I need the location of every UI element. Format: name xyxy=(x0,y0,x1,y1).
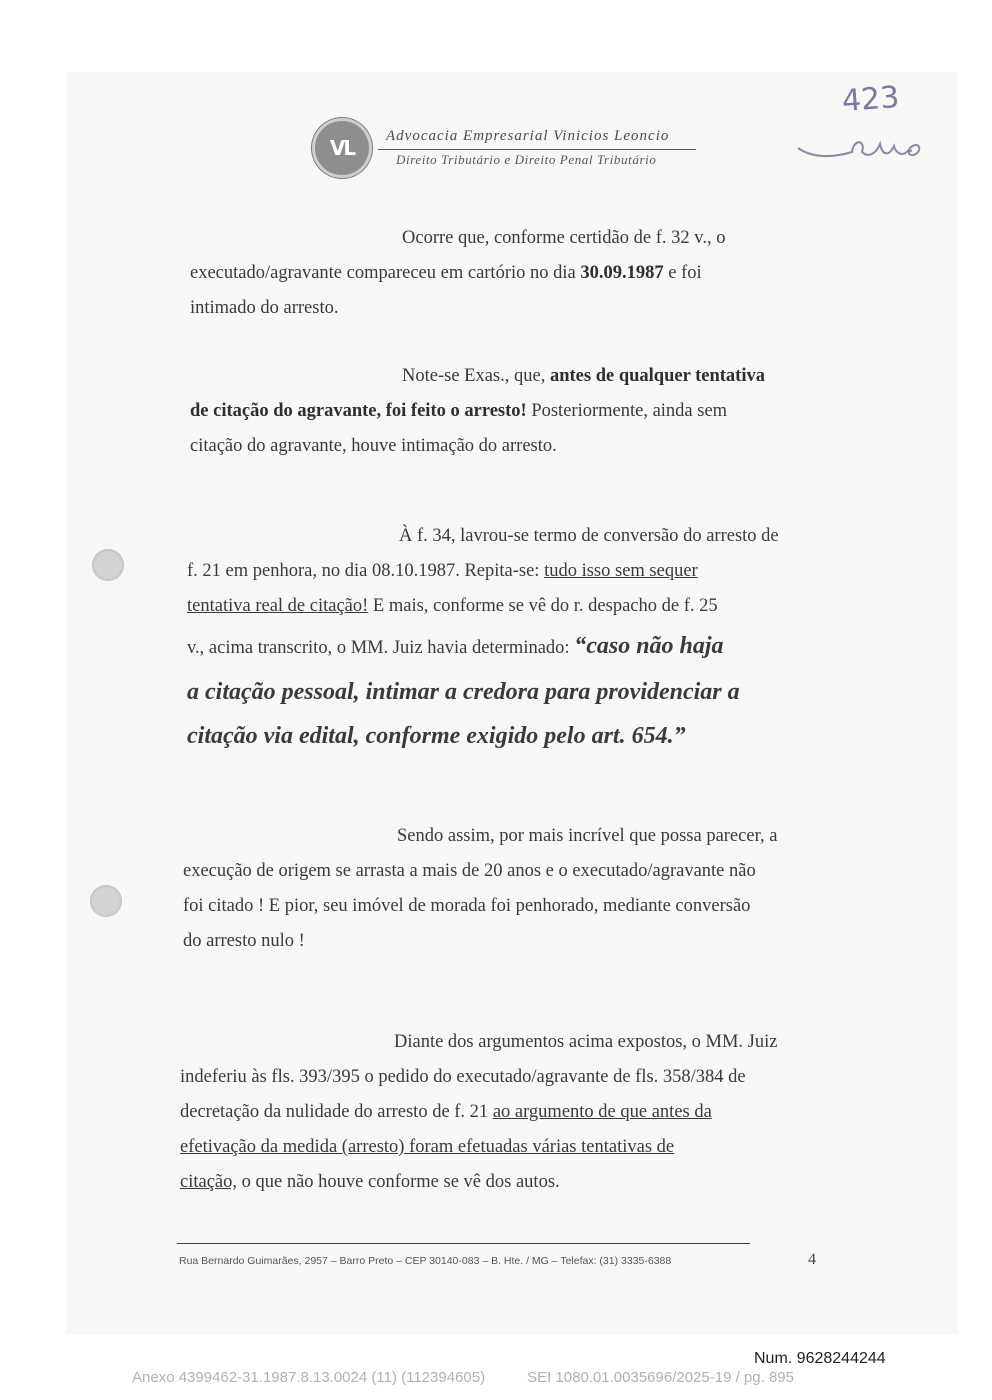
firm-logo: VL xyxy=(312,118,372,178)
p2-emphasis-2: de citação do agravante, foi feito o arresto! xyxy=(190,401,527,421)
document-reference xyxy=(132,1369,794,1386)
p5-line-1: Diante dos argumentos acima expostos, o MM. Juiz xyxy=(394,1032,778,1052)
punch-hole-bottom xyxy=(90,885,122,917)
p3-quote-line-2: a citação pessoal, intimar a credora para providenciar a xyxy=(187,679,740,705)
p2-line-1a: Note-se Exas., que, xyxy=(402,366,550,386)
p1-date: 30.09.1987 xyxy=(580,263,664,283)
p4-line-3: foi citado ! E pior, seu imóvel de morada foi penhorado, mediante conversão xyxy=(183,896,751,916)
footer-address: Rua Bernardo Guimarães, 2957 – Barro Preto – CEP 30140-083 – B. Hte. / MG – Telefax: (31) 3335-6388 xyxy=(179,1255,672,1267)
p5-underlined-3: citação, xyxy=(180,1172,237,1192)
p5-line-5b: o que não houve conforme se vê dos autos. xyxy=(237,1172,560,1192)
p2-line-3: citação do agravante, houve intimação do arresto. xyxy=(190,436,557,456)
p4-line-4: do arresto nulo ! xyxy=(183,931,305,951)
p5-underlined-2: efetivação da medida (arresto) foram efetuadas várias tentativas de xyxy=(180,1137,675,1157)
p3-line-4a: v., acima transcrito, o MM. Juiz havia determinado: xyxy=(187,638,575,658)
document-number: Num. 9628244244 xyxy=(754,1350,886,1367)
p3-line-2a: f. 21 em penhora, no dia 08.10.1987. Repita-se: xyxy=(187,561,545,581)
p3-underlined-1: tudo isso sem sequer xyxy=(544,561,698,581)
p3-quote-start: “caso não haja xyxy=(574,633,724,659)
punch-hole-top xyxy=(92,549,124,581)
paragraph-3 xyxy=(187,519,829,758)
annex-reference: Anexo 4399462-31.1987.8.13.0024 (11) (112394605) xyxy=(132,1369,486,1386)
p3-line-3b: E mais, conforme se vê do r. despacho de f. 25 xyxy=(368,596,718,616)
p5-underlined-1: ao argumento de que antes da xyxy=(492,1102,712,1122)
header-rule xyxy=(378,149,696,150)
p1-line-2c: e foi xyxy=(663,263,702,283)
p1-line-1: Ocorre que, conforme certidão de f. 32 v., o xyxy=(402,228,726,248)
p4-line-1: Sendo assim, por mais incrível que possa parecer, a xyxy=(397,826,778,846)
paragraph-4 xyxy=(183,819,825,959)
paragraph-5 xyxy=(180,1025,820,1200)
p3-quote-line-3: citação via edital, conforme exigido pelo art. 654.” xyxy=(187,723,686,749)
firm-name: Advocacia Empresarial Vinicios Leoncio xyxy=(386,128,670,144)
footer-rule xyxy=(177,1243,750,1244)
p1-line-2a: executado/agravante compareceu em cartório no dia xyxy=(190,263,581,283)
p3-underlined-2: tentativa real de citação! xyxy=(187,596,369,616)
sei-reference: SEI 1080.01.0035696/2025-19 / pg. 895 xyxy=(527,1369,794,1386)
p3-line-1: À f. 34, lavrou-se termo de conversão do arresto de xyxy=(399,526,779,546)
firm-subtitle: Direito Tributário e Direito Penal Tributário xyxy=(396,152,657,167)
p5-line-3a: decretação da nulidade do arresto de f. 21 xyxy=(180,1102,493,1122)
paragraph-2 xyxy=(190,359,830,464)
paragraph-1 xyxy=(190,221,830,326)
p1-line-3: intimado do arresto. xyxy=(190,298,339,318)
p4-line-2: execução de origem se arrasta a mais de 20 anos e o executado/agravante não xyxy=(183,861,756,881)
page-number: 4 xyxy=(808,1251,816,1268)
handwritten-page-number: 423 xyxy=(840,80,901,119)
p2-emphasis-1: antes de qualquer tentativa xyxy=(549,366,765,386)
p2-line-2b: Posteriormente, ainda sem xyxy=(526,401,728,421)
p5-line-2: indeferiu às fls. 393/395 o pedido do executado/agravante de fls. 358/384 de xyxy=(180,1067,746,1087)
handwritten-initials xyxy=(792,118,932,172)
